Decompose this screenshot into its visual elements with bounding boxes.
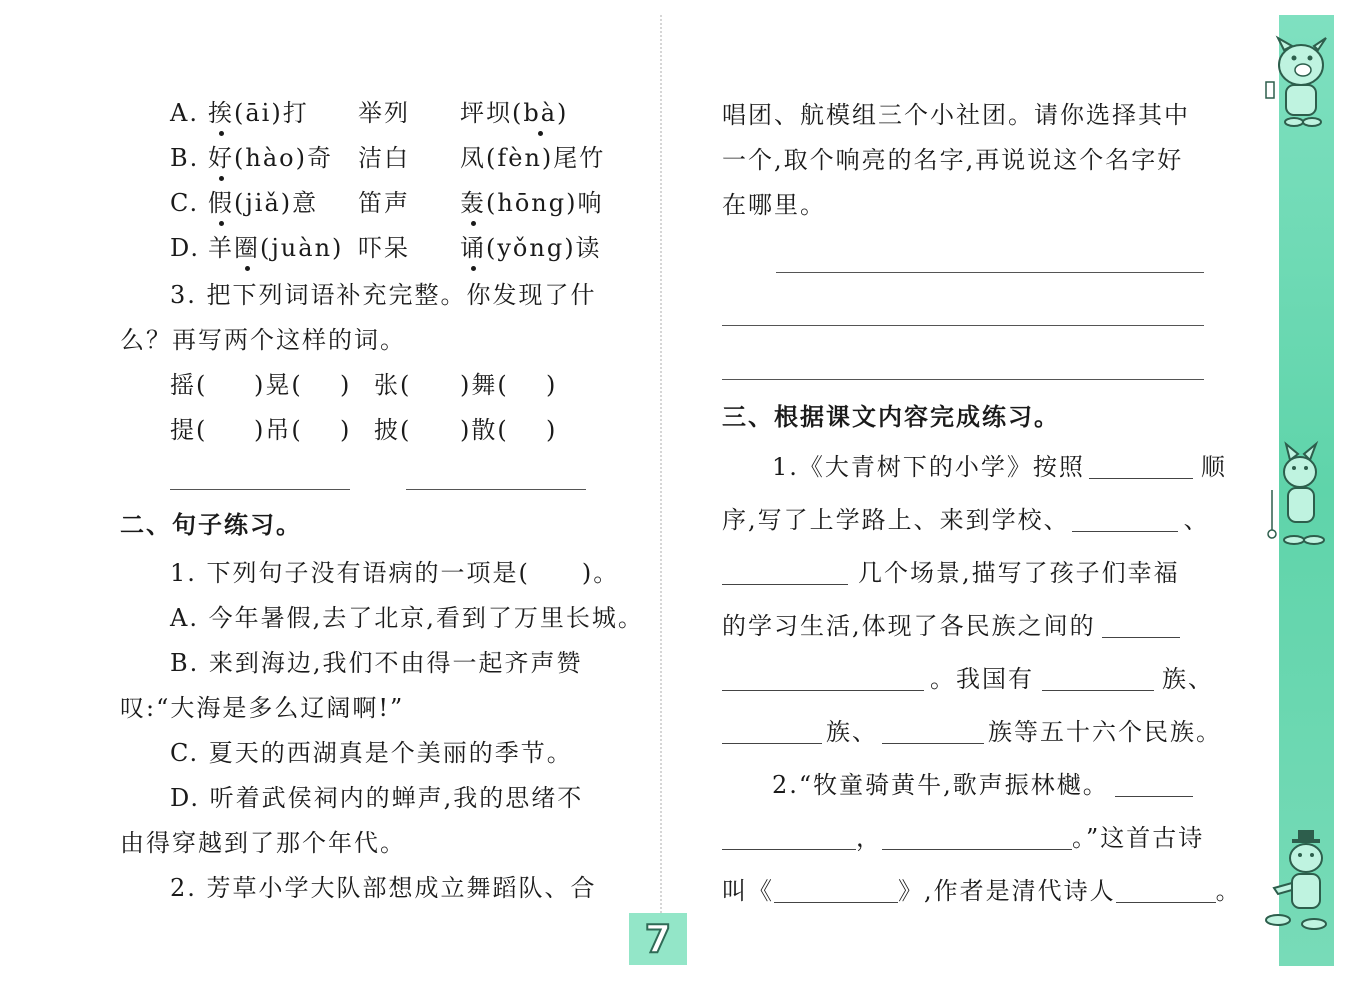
- s3-line2-end: 、: [1183, 506, 1210, 534]
- choice-c-row: [170, 188, 603, 218]
- fill-1-5: )舞(: [460, 371, 509, 399]
- blank-relation-2[interactable]: [722, 666, 924, 691]
- blank-poem-title[interactable]: [774, 878, 898, 903]
- choice-b-w1-rest: (hào)奇: [234, 144, 333, 172]
- answer-line[interactable]: [722, 325, 1204, 326]
- choice-c-w2: 笛声: [358, 189, 410, 217]
- fill-1-6: ): [546, 371, 558, 399]
- s3-line1: [772, 452, 1227, 482]
- s2-option-d-line2: 由得穿越到了那个年代。: [120, 829, 406, 857]
- blank-poem-3[interactable]: [882, 825, 1072, 850]
- q2-continued-line3: 在哪里。: [722, 191, 826, 219]
- blank-scene-1[interactable]: [1072, 507, 1178, 532]
- choice-a-w1-char: 挨: [208, 99, 234, 127]
- s3-line2: [722, 505, 1210, 535]
- s3-line8: [722, 823, 1204, 853]
- answer-line[interactable]: [776, 272, 1204, 273]
- fill-1-2: )晃(: [254, 371, 303, 399]
- s2-q2: 2. 芳草小学大队部想成立舞蹈队、合: [170, 874, 597, 902]
- fill-2-1: 提(: [170, 416, 208, 444]
- page-number: 7: [644, 917, 672, 961]
- s2-option-a: A. 今年暑假,去了北京,看到了万里长城。: [170, 604, 644, 632]
- fill-row-1: [170, 370, 557, 400]
- fill-2-2: )吊(: [254, 416, 303, 444]
- wolf-mascot-icon: [1260, 440, 1340, 550]
- blank-ethnic-2[interactable]: [722, 719, 822, 744]
- s3-line8-text: 。”这首古诗: [1072, 824, 1205, 852]
- choice-a-w3-pre: 坪坝(: [460, 99, 524, 127]
- blank-poem-2[interactable]: [722, 825, 856, 850]
- s3-line3: [722, 558, 1180, 588]
- choice-c-letter: C.: [170, 189, 200, 217]
- choice-b-w1-char: 好: [208, 144, 234, 172]
- s3-line9-end: 。: [1215, 877, 1242, 905]
- page-number-badge: [629, 913, 687, 965]
- fill-2-5: )散(: [460, 416, 509, 444]
- fill-1-3: ): [340, 371, 352, 399]
- s3-line9-text: 》,作者是清代诗人: [898, 877, 1116, 905]
- fill-1-4: 张(: [374, 371, 412, 399]
- s2-option-d-line1: D. 听着武侯祠内的蝉声,我的思绪不: [170, 784, 584, 812]
- choice-d-w3-rest: (yǒng)读: [486, 234, 602, 262]
- s3-line5: [722, 664, 1214, 694]
- blank-relation-1[interactable]: [1102, 613, 1180, 638]
- page-fold-line: [660, 15, 662, 965]
- fill-2-4: 披(: [374, 416, 412, 444]
- s3-line1-end: 顺: [1200, 453, 1227, 481]
- choice-a-w2: 举列: [358, 99, 410, 127]
- answer-line[interactable]: [170, 489, 350, 490]
- q3-line1: 3. 把下列词语补充完整。你发现了什: [170, 281, 597, 309]
- s2-option-b-line1: B. 来到海边,我们不由得一起齐声赞: [170, 649, 583, 677]
- blank-poet[interactable]: [1116, 878, 1216, 903]
- blank-order[interactable]: [1089, 454, 1193, 479]
- s3-line6-text: 族、: [826, 718, 878, 746]
- q2-continued-line1: 唱团、航模组三个小社团。请你选择其中: [722, 101, 1190, 129]
- fill-2-6: ): [546, 416, 558, 444]
- s2-option-b-line2: 叹:“大海是多么辽阔啊!”: [120, 694, 405, 722]
- choice-b-w3: 凤(fèn)尾竹: [460, 144, 606, 172]
- blank-scene-2[interactable]: [722, 560, 848, 585]
- choice-d-row: [170, 233, 602, 263]
- fill-2-3: ): [340, 416, 352, 444]
- choice-d-w1-char: 圈: [234, 234, 260, 262]
- answer-line[interactable]: [406, 489, 586, 490]
- choice-b-w2: 洁白: [358, 144, 410, 172]
- choice-c-w3-rest: (hōng)响: [486, 189, 604, 217]
- s3-line9: [722, 876, 1242, 906]
- choice-d-w2: 吓呆: [358, 234, 410, 262]
- s3-line6-end: 族等五十六个民族。: [988, 718, 1222, 746]
- pig-mascot-icon: [1256, 30, 1336, 130]
- blank-poem-1[interactable]: [1115, 772, 1193, 797]
- s3-line3-text: 几个场景,描写了孩子们幸福: [858, 559, 1180, 587]
- s3-line8-comma: ，: [856, 824, 882, 852]
- fill-1-1: 摇(: [170, 371, 208, 399]
- s2-option-c: C. 夏天的西湖真是个美丽的季节。: [170, 739, 573, 767]
- s3-line9-pre: 叫《: [722, 877, 774, 905]
- section2-title: 二、句子练习。: [120, 511, 302, 539]
- choice-d-w3-char: 诵: [460, 234, 486, 262]
- choice-c-w1-char: 假: [208, 189, 234, 217]
- s3-line7: [772, 770, 1193, 800]
- choice-b-row: [170, 143, 605, 173]
- choice-d-letter: D.: [170, 234, 201, 262]
- q3-line2: 么？再写两个这样的词。: [120, 326, 406, 354]
- q2-continued-line2: 一个,取个响亮的名字,再说说这个名字好: [722, 146, 1184, 174]
- choice-c-w1-rest: (jiǎ)意: [234, 189, 319, 217]
- choice-a-w3-dot: bà: [523, 99, 558, 127]
- choice-b-letter: B.: [170, 144, 200, 172]
- s3-line5-text: 。我国有: [930, 665, 1034, 693]
- answer-line[interactable]: [722, 379, 1204, 380]
- s3-line1-text: 1.《大青树下的小学》按照: [772, 453, 1085, 481]
- choice-a-letter: A.: [170, 99, 199, 127]
- wolf-with-hat-mascot-icon: [1262, 828, 1342, 938]
- s2-q1: 1. 下列句子没有语病的一项是( )。: [170, 559, 620, 587]
- choice-a-w1-rest: (āi)打: [234, 99, 309, 127]
- choice-d-w1-rest: (juàn): [260, 234, 344, 262]
- section3-title: 三、根据课文内容完成练习。: [722, 403, 1060, 431]
- choice-a-w3-post: ): [557, 99, 569, 127]
- choice-a-row: [170, 98, 568, 128]
- s3-line7-text: 2.“牧童骑黄牛,歌声振林樾。: [772, 771, 1109, 799]
- blank-ethnic-1[interactable]: [1042, 666, 1154, 691]
- s3-line4: [722, 611, 1180, 641]
- blank-ethnic-3[interactable]: [882, 719, 984, 744]
- s3-line2-text: 序,写了上学路上、来到学校、: [722, 506, 1070, 534]
- choice-d-w1-pre: 羊: [208, 234, 234, 262]
- choice-c-w3-char: 轰: [460, 189, 486, 217]
- s3-line4-text: 的学习生活,体现了各民族之间的: [722, 612, 1096, 640]
- s3-line5-end: 族、: [1162, 665, 1214, 693]
- fill-row-2: [170, 415, 557, 445]
- s3-line6: [722, 717, 1222, 747]
